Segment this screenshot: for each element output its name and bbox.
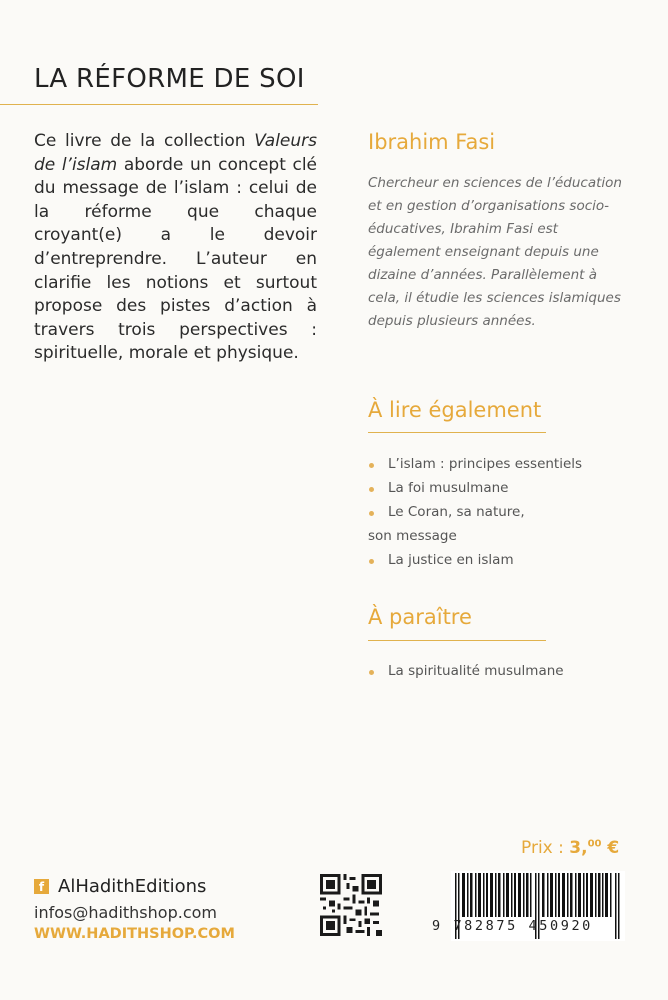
bullet-icon — [369, 511, 374, 516]
facebook-icon: f — [34, 879, 49, 894]
author-bio: Chercheur en sciences de l’éducation et en gestion d’organisations socio-éducatives, Ibrahim Fasi est également enseignant depuis une dizaine d’années. Parallèlement à cela, il étudie les sciences islamiques depuis plusieurs années. — [368, 175, 622, 329]
bullet-icon — [369, 670, 374, 675]
list-item: La spiritualité musulmane — [368, 659, 638, 683]
forthcoming-heading: À paraître — [368, 605, 472, 629]
qr-code-icon — [320, 874, 382, 936]
list-item: Le Coran, sa nature, son message — [368, 504, 525, 544]
list-item: L’islam : principes essentiels — [368, 452, 638, 476]
bullet-icon — [369, 463, 374, 468]
publisher-email: infos@hadithshop.com — [34, 903, 217, 922]
also-read-heading: À lire également — [368, 398, 542, 422]
bullet-icon — [369, 559, 374, 564]
forthcoming-divider — [368, 640, 546, 641]
author-name: Ibrahim Fasi — [368, 130, 496, 154]
price: Prix : 3,00 € — [521, 838, 620, 858]
publisher-website: WWW.HADITHSHOP.COM — [34, 926, 235, 942]
book-title: LA RÉFORME DE SOI — [34, 64, 305, 94]
publisher-name: f AlHadithEditions — [34, 876, 206, 897]
list-item: La justice en islam — [368, 548, 638, 572]
barcode-digits: 9 782875 450920 — [432, 918, 593, 934]
description-part-2: aborde un concept clé du message de l’islam : celui de la réforme que chaque croyant(e) a le devoir d’entreprendre. L’auteur en clarifie les notions et surtout propose des pistes d’action à travers trois perspectives : spirituelle, morale et physique. — [34, 154, 318, 364]
bullet-icon — [369, 487, 374, 492]
book-description — [34, 130, 317, 366]
also-read-list — [368, 452, 638, 572]
description-part-1: Ce livre de la collection — [34, 131, 255, 151]
collection-name: Valeurs de l’islam — [34, 131, 317, 175]
also-read-divider — [368, 432, 546, 433]
forthcoming-list — [368, 659, 638, 683]
title-divider — [0, 104, 318, 105]
list-item: La foi musulmane — [368, 476, 638, 500]
